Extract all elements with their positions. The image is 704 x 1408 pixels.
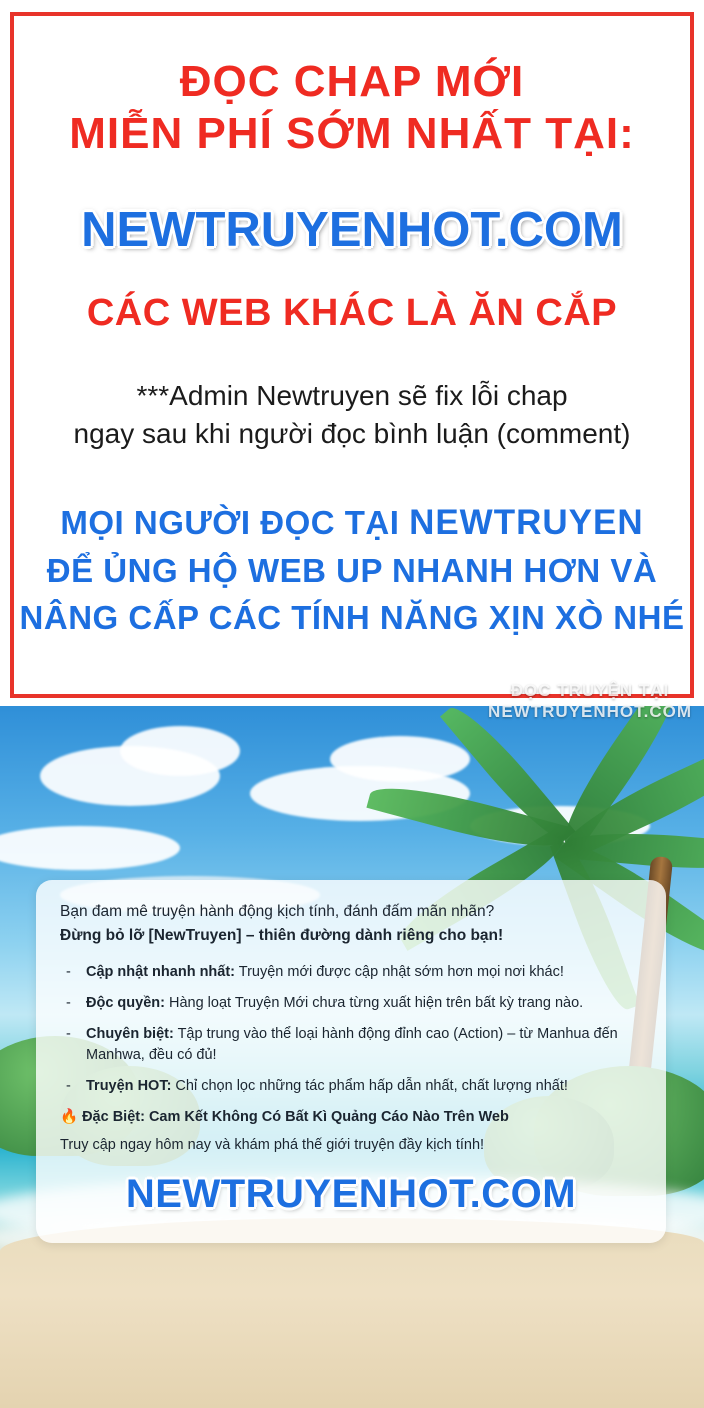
bullet-text: Truyện mới được cập nhật sớm hơn mọi nơi khác! xyxy=(235,964,564,981)
promo-domain-link[interactable]: NEWTRUYENHOT.COM xyxy=(81,202,623,257)
bullet-text: Chỉ chọn lọc những tác phẩm hấp dẫn nhất, chất lượng nhất! xyxy=(171,1078,568,1095)
info-card-special-note: 🔥 Đặc Biệt: Cam Kết Không Có Bất Kì Quảng Cáo Nào Trên Web xyxy=(60,1108,509,1125)
bullet-label: Truyện HOT: xyxy=(86,1078,172,1095)
bullet-dash: - xyxy=(66,1078,71,1095)
promo-cta-line3: NÂNG CẤP CÁC TÍNH NĂNG XỊN XÒ NHÉ xyxy=(19,598,685,636)
list-item xyxy=(60,1024,642,1068)
watermark-line1: ĐỌC TRUYỆN TẠI xyxy=(510,681,670,700)
promo-cta xyxy=(0,498,704,641)
promo-title-line2: MIỄN PHÍ SỚM NHẤT TẠI: xyxy=(69,108,635,158)
sand-area xyxy=(0,1218,704,1408)
info-card-tail-note: Truy cập ngay hôm nay và khám phá thế giới truyện đầy kịch tính! xyxy=(60,1136,485,1153)
bullet-label: Cập nhật nhanh nhất: xyxy=(86,964,236,981)
bullet-text: Hàng loạt Truyện Mới chưa từng xuất hiện trên bất kỳ trang nào. xyxy=(164,994,584,1011)
info-card-bullet-list xyxy=(60,962,642,1098)
list-item xyxy=(60,993,642,1015)
beach-illustration xyxy=(0,706,704,1408)
info-card-heading xyxy=(60,900,642,948)
promo-cta-line2: ĐỂ ỦNG HỘ WEB UP NHANH HƠN VÀ xyxy=(46,551,658,589)
promo-title xyxy=(0,56,704,160)
promo-note xyxy=(0,377,704,454)
cloud-icon xyxy=(120,726,240,776)
promo-title-line1: ĐỌC CHAP MỚI xyxy=(179,57,525,106)
info-card-heading-line1: Bạn đam mê truyện hành động kịch tính, đánh đấm mãn nhãn? xyxy=(60,903,495,920)
watermark-line2: NEWTRUYENHOT.COM xyxy=(488,702,692,722)
bullet-label: Độc quyền: xyxy=(86,994,165,1011)
info-card-domain-link[interactable]: NEWTRUYENHOT.COM xyxy=(125,1172,577,1217)
info-card xyxy=(36,880,666,1243)
promo-note-line1: ***Admin Newtruyen sẽ fix lỗi chap xyxy=(136,379,568,411)
bullet-label: Chuyên biệt: xyxy=(86,1025,174,1042)
promo-warning: CÁC WEB KHÁC LÀ ĂN CẮP xyxy=(86,291,618,334)
bullet-dash: - xyxy=(66,1025,71,1042)
bullet-text: Tập trung vào thể loại hành động đỉnh cao (Action) – từ Manhua đến Manhwa, đều có đủ! xyxy=(86,1025,618,1064)
bullet-dash: - xyxy=(66,994,71,1011)
watermark xyxy=(488,680,692,723)
promo-cta-line1 xyxy=(0,498,704,548)
cloud-icon xyxy=(0,826,180,870)
info-card-heading-line2: Đừng bỏ lỡ [NewTruyen] – thiên đường dành riêng cho bạn! xyxy=(60,927,504,945)
promo-cta-line1-prefix: MỌI NGƯỜI ĐỌC TẠI xyxy=(60,504,410,542)
promo-cta-brand: NEWTRUYEN xyxy=(409,503,644,543)
list-item xyxy=(60,1076,642,1098)
list-item xyxy=(60,962,642,984)
bullet-dash: - xyxy=(66,964,71,981)
promo-note-line2: ngay sau khi người đọc bình luận (comment) xyxy=(73,418,631,450)
promo-content xyxy=(0,0,704,641)
